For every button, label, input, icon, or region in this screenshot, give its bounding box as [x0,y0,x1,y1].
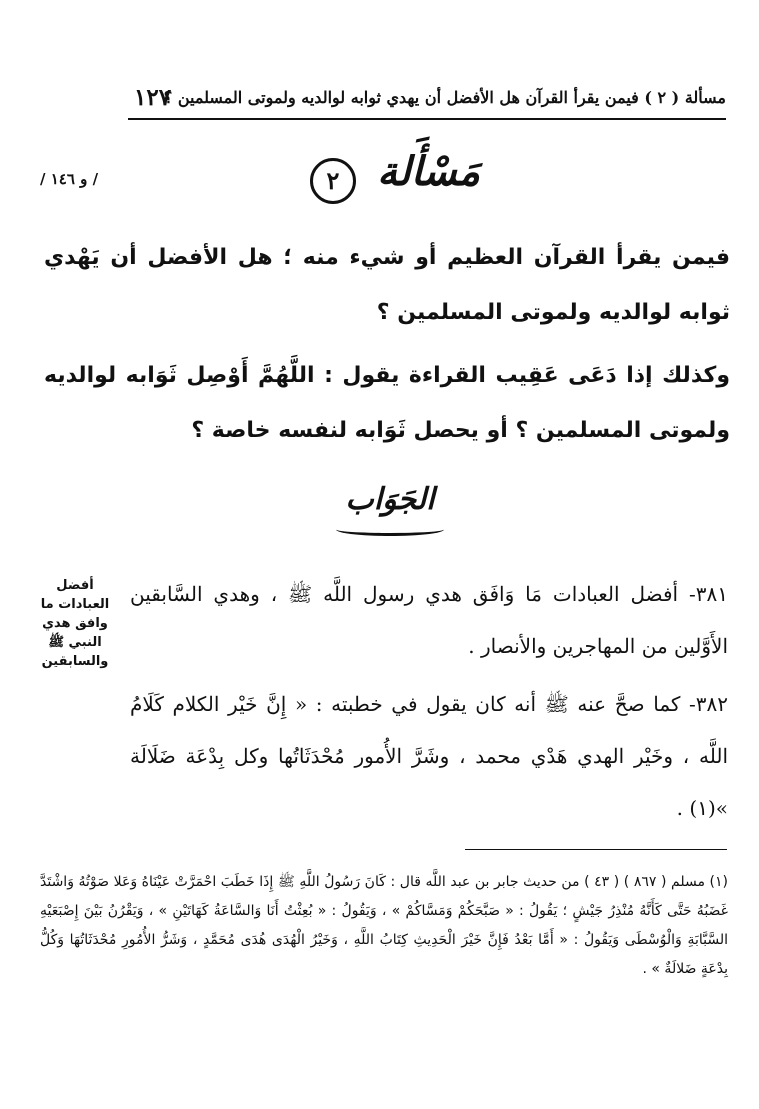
footnote: (١) مسلم ( ٨٦٧ ) ( ٤٣ ) من حديث جابر بن عبد اللَّه قال : كَانَ رَسُولُ اللَّهِ ﷺ إِذَا خَطَبَ احْمَرَّتْ عَيْنَاهُ وَعَلا صَوْتُهُ وَاشْتَدَّ غَضَبُهُ حَتَّى كَأَنَّهُ مُنْذِرُ جَيْشٍ ؛ يَقُولُ : « صَبَّحَكُمْ وَمَسَّاكُمْ » ، وَيَقُولُ : « بُعِثْتُ أَنَا وَالسَّاعَةُ كَهَاتَيْنِ » ، وَيَقْرُنُ بَيْنَ إِصْبَعَيْهِ السَّبَّابَةِ وَالْوُسْطَى وَيَقُولُ : « أَمَّا بَعْدُ فَإِنَّ خَيْرَ الْحَدِيثِ كِتَابُ اللَّهِ ، وَخَيْرُ الْهُدَى هُدَى مُحَمَّدٍ ، وَشَرُّ الأُمُورِ مُحْدَثَاتُهَا وَكُلُّ بِدْعَةٍ ضَلالَةٌ » . [40,874,728,977]
section-heading-word: مَسْأَلة [377,148,480,195]
margin-note-line: وافق هدي [42,616,108,631]
answer-heading-word: الجَوَاب [345,482,435,517]
question-text-continued: وكذلك إذا دَعَى عَقِيب القراءة يقول : اللَّهُمَّ أَوْصِل ثَوَابه لوالديه ولموتى المسلمين ؟ أو يحصل ثَوَابه لنفسه خاصة ؟ [44,363,730,443]
footnote-separator [465,849,727,850]
margin-note-line: النبي ﷺ [48,635,102,650]
paragraph-381: ٣٨١- أفضل العبادات مَا وَافَق هدي رسول اللَّه ﷺ ، وهدي السَّابقين الأَوَّلين من المهاجرين والأنصار . [130,582,728,658]
answer-heading-flourish [336,523,444,536]
margin-note-line: العبادات ما [40,597,110,612]
margin-note-line: أفضل [56,578,94,593]
page-number: ١٢٧ [134,84,172,111]
header-title: مسألة ( ٢ ) فيمن يقرأ القرآن هل الأفضل أن يهدي ثوابه لوالديه ولموتى المسلمين ؟ [163,88,726,107]
running-header [128,80,726,120]
margin-note [30,576,120,671]
answer-heading [330,478,450,538]
section-number-badge: ٢ [310,158,356,204]
paragraph-382: ٣٨٢- كما صحَّ عنه ﷺ أنه كان يقول في خطبته : « إِنَّ خَيْر الكلام كَلَامُ اللَّه ، وخَيْر الهدي هَدْي محمد ، وشَرَّ الأُمور مُحْدَثَاتُها وكل بِدْعَة ضَلَالَة »(١) . [130,692,729,820]
section-heading [300,138,500,208]
question-text: فيمن يقرأ القرآن العظيم أو شيء منه ؛ هل الأفضل أن يَهْدي ثوابه لوالديه ولموتى المسلمين ؟ [44,245,730,325]
manuscript-folio-reference: / و ١٤٦ / [40,170,99,188]
margin-note-line: والسابقين [41,654,109,669]
